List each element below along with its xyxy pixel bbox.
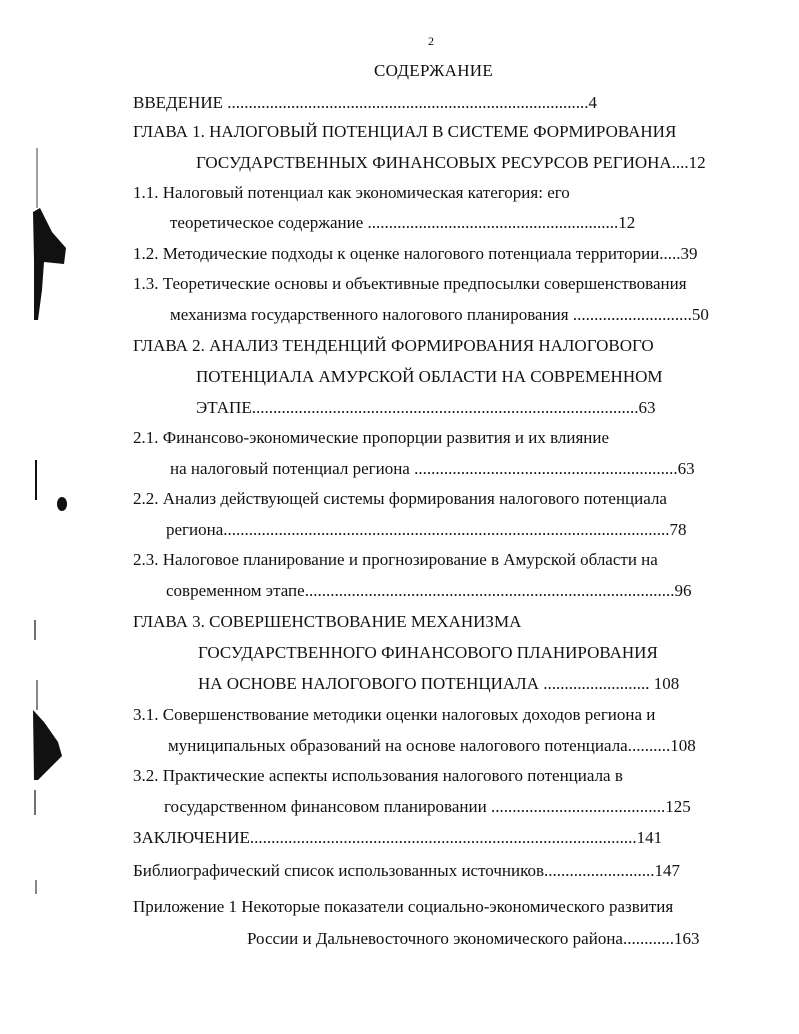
toc-section-2-1-line-1: 2.1. Финансово-экономические пропорции развития и их влияние [133, 428, 610, 447]
toc-section-3-2-line-2: государственном финансовом планировании .........................................125 [164, 797, 691, 816]
toc-appendix-line-2: России и Дальневосточного экономического района............163 [247, 929, 700, 948]
toc-chapter-1-line-1: ГЛАВА 1. НАЛОГОВЫЙ ПОТЕНЦИАЛ В СИСТЕМЕ ФОРМИРОВАНИЯ [133, 122, 677, 141]
toc-section-2-2-line-2: региона.........................................................................................................78 [166, 520, 687, 539]
toc-section-1-1-line-2: теоретическое содержание ...........................................................12 [170, 213, 636, 232]
toc-section-3-2-line-1: 3.2. Практические аспекты использования налогового потенциала в [133, 766, 623, 785]
toc-section-2-3-line-1: 2.3. Налоговое планирование и прогнозирование в Амурской области на [133, 550, 658, 569]
toc-section-1-3-line-1: 1.3. Теоретические основы и объективные предпосылки совершенствования [133, 274, 687, 293]
toc-section-2-2-line-1: 2.2. Анализ действующей системы формирования налогового потенциала [133, 489, 667, 508]
page-number: 2 [428, 34, 434, 48]
toc-section-2-1-line-2: на налоговый потенциал региона ..............................................................63 [170, 459, 695, 478]
toc-entry-intro: ВВЕДЕНИЕ .....................................................................................4 [133, 93, 597, 112]
toc-chapter-2-line-3: ЭТАПЕ...........................................................................................63 [196, 398, 656, 417]
toc-bibliography: Библиографический список использованных источников..........................147 [133, 861, 681, 880]
toc-conclusion: ЗАКЛЮЧЕНИЕ...........................................................................................141 [133, 828, 663, 847]
toc-chapter-1-line-2: ГОСУДАРСТВЕННЫХ ФИНАНСОВЫХ РЕСУРСОВ РЕГИОНА....12 [196, 153, 706, 172]
toc-chapter-3-line-2: ГОСУДАРСТВЕННОГО ФИНАНСОВОГО ПЛАНИРОВАНИЯ [198, 643, 658, 662]
toc-chapter-3-line-1: ГЛАВА 3. СОВЕРШЕНСТВОВАНИЕ МЕХАНИЗМА [133, 612, 522, 631]
toc-chapter-2-line-2: ПОТЕНЦИАЛА АМУРСКОЙ ОБЛАСТИ НА СОВРЕМЕННОМ [196, 367, 663, 386]
toc-section-3-1-line-2: муниципальных образований на основе налогового потенциала..........108 [168, 736, 696, 755]
toc-chapter-3-line-3: НА ОСНОВЕ НАЛОГОВОГО ПОТЕНЦИАЛА ......................... 108 [198, 674, 680, 693]
toc-section-3-1-line-1: 3.1. Совершенствование методики оценки налоговых доходов региона и [133, 705, 656, 724]
toc-section-1-2: 1.2. Методические подходы к оценке налогового потенциала территории.....39 [133, 244, 698, 263]
toc-section-2-3-line-2: современном этапе.......................................................................................96 [166, 581, 692, 600]
toc-chapter-2-line-1: ГЛАВА 2. АНАЛИЗ ТЕНДЕНЦИЙ ФОРМИРОВАНИЯ НАЛОГОВОГО [133, 336, 654, 355]
toc-section-1-1-line-1: 1.1. Налоговый потенциал как экономическая категория: его [133, 183, 570, 202]
page-title: СОДЕРЖАНИЕ [374, 61, 494, 80]
toc-appendix-line-1: Приложение 1 Некоторые показатели социально-экономического развития [133, 897, 674, 916]
toc-section-1-3-line-2: механизма государственного налогового планирования ............................50 [170, 305, 709, 324]
